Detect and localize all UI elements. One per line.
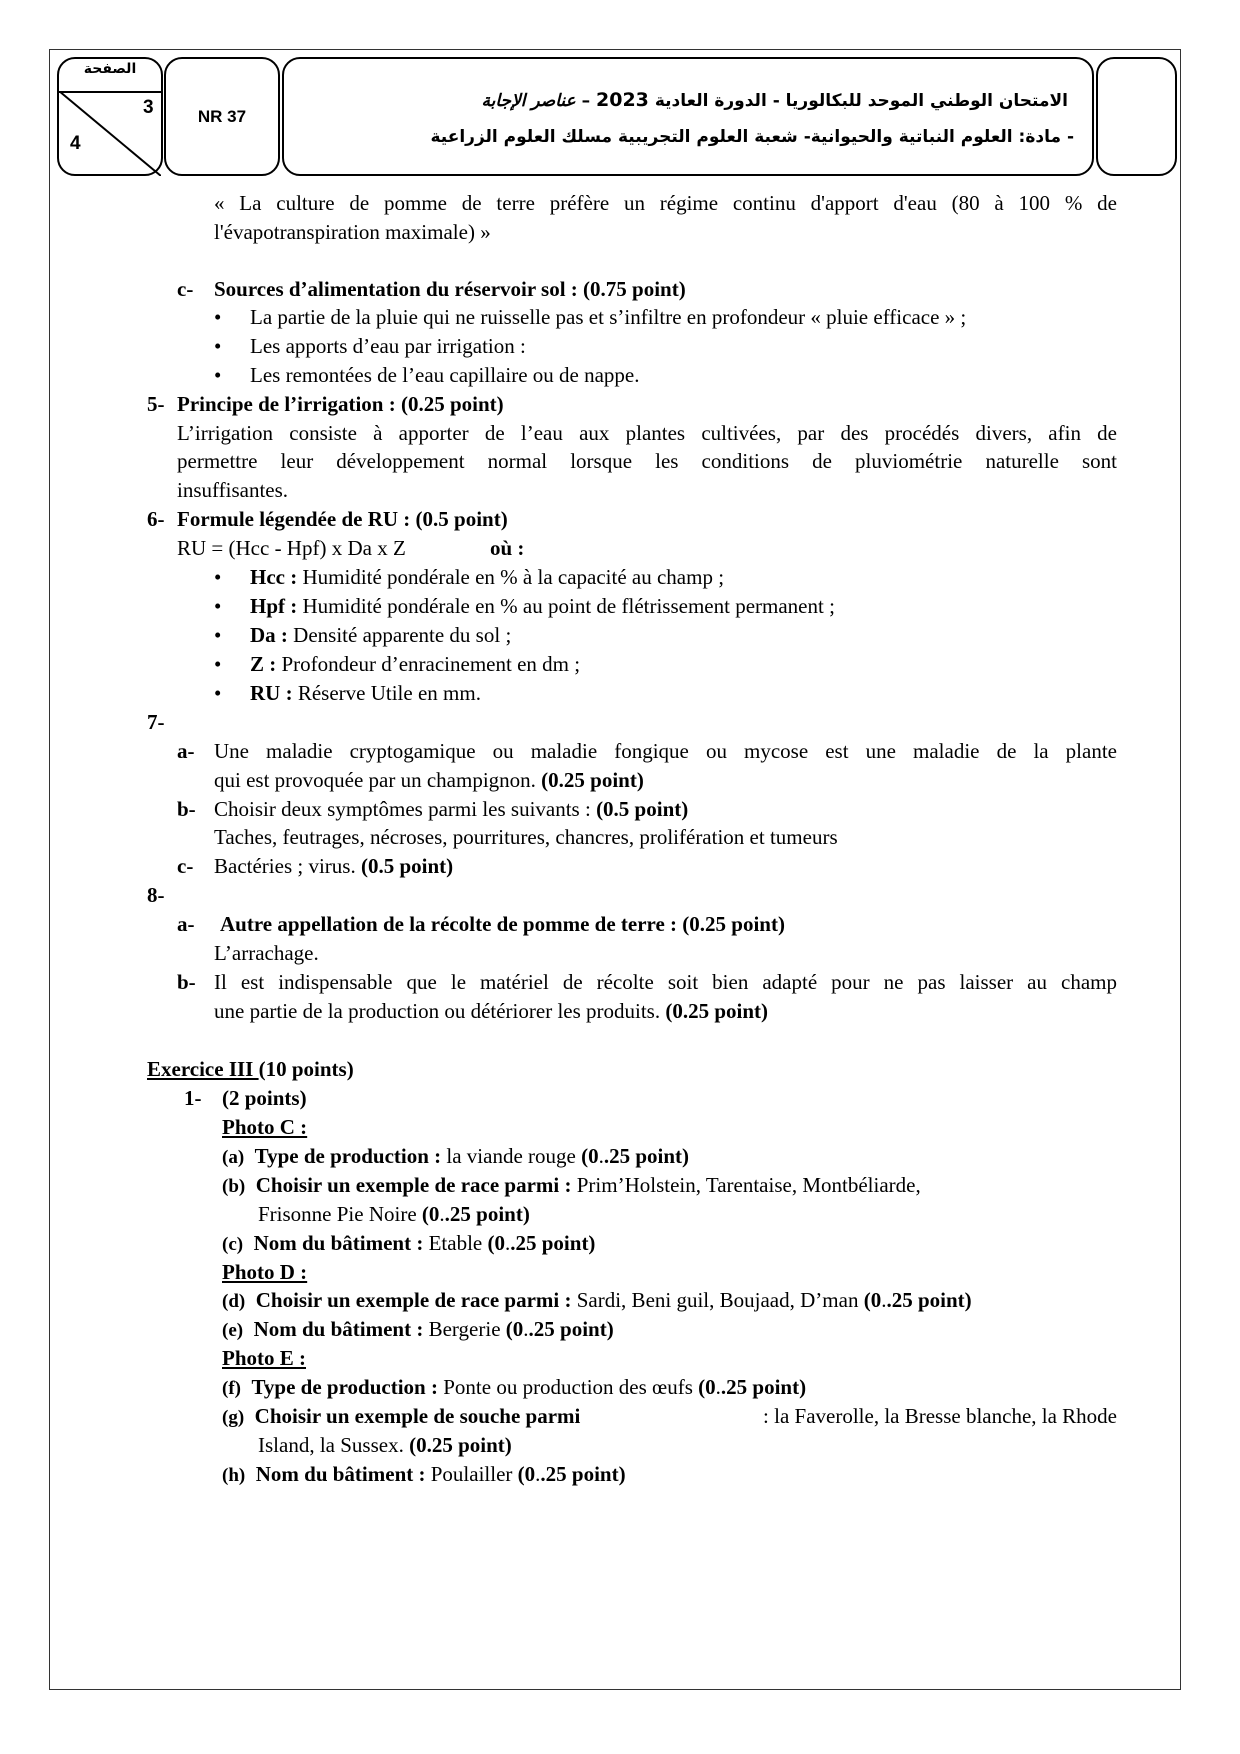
page-current: 3 [143, 97, 154, 118]
item-d: (d) Choisir un exemple de race parmi : Sardi, Beni guil, Boujaad, D’man (0..25 point) [222, 1288, 972, 1312]
q6-ou: où : [490, 536, 525, 560]
q7b-line2: Taches, feutrages, nécroses, pourritures, chancres, prolifération et tumeurs [214, 825, 838, 849]
item-f: (f) Type de production : Ponte ou production des œufs (0..25 point) [222, 1375, 807, 1399]
q8a-label: a- [177, 912, 195, 936]
item-b: (b) Choisir un exemple de race parmi : Prim’Holstein, Tarentaise, Montbéliarde, [222, 1173, 921, 1197]
photo-d-heading: Photo D : [222, 1260, 308, 1284]
q7b-label: b- [177, 797, 196, 821]
q4c-item-3: • Les remontées de l’eau capillaire ou de nappe. [250, 361, 639, 389]
photo-e-heading: Photo E : [222, 1346, 306, 1370]
q4c-item-1: • La partie de la pluie qui ne ruisselle pas et s’infiltre en profondeur « pluie efficace » ; [250, 303, 966, 331]
q7c-line: Bactéries ; virus. (0.5 point) [214, 854, 454, 878]
exam-title-text: الامتحان الوطني الموحد للبكالوريا - الدورة العادية [648, 91, 1068, 111]
item-a: (a) Type de production : la viande rouge (0..25 point) [222, 1144, 690, 1168]
exam-code-box [164, 57, 280, 176]
q7c-label: c- [177, 854, 194, 878]
q8b-line1: Il est indispensable que le matériel de récolte soit bien adapté pour ne pas laisser au champ [214, 970, 1117, 994]
photo-c-heading: Photo C : [222, 1115, 308, 1139]
ex3-q1-pts: (2 points) [222, 1086, 307, 1110]
item-c: (c) Nom du bâtiment : Etable (0..25 point) [222, 1231, 596, 1255]
q4c-label: c- [177, 277, 194, 301]
q7-num: 7- [147, 710, 165, 734]
q7a-label: a- [177, 739, 195, 763]
q5-title: Principe de l’irrigation : (0.25 point) [177, 392, 504, 416]
item-b-line2: Frisonne Pie Noire (0..25 point) [258, 1202, 530, 1226]
q7b-line1: Choisir deux symptômes parmi les suivants : (0.5 point) [214, 797, 689, 821]
q5-line3: insuffisantes. [177, 478, 289, 502]
q6-title: Formule légendée de RU : (0.5 point) [177, 507, 508, 531]
q6-item: • RU : Réserve Utile en mm. [250, 679, 481, 707]
q6-item: • Da : Densité apparente du sol ; [250, 621, 511, 649]
quote-line1: « La culture de pomme de terre préfère un régime continu d'apport d'eau (80 à 100 % de [214, 191, 1117, 215]
q6-item: • Hcc : Humidité pondérale en % à la capacité au champ ; [250, 563, 724, 591]
item-g: (g) Choisir un exemple de souche parmi : la Faverolle, la Bresse blanche, la Rhode [222, 1404, 1117, 1428]
q4c-item-2: • Les apports d’eau par irrigation : [250, 332, 526, 360]
item-h: (h) Nom du bâtiment : Poulailler (0..25 point) [222, 1462, 626, 1486]
answers-stamp: عناصر الإجابة [481, 91, 576, 111]
item-g-line2: Island, la Sussex. (0.25 point) [258, 1433, 512, 1457]
ex3-q1-num: 1- [184, 1086, 202, 1110]
q8-num: 8- [147, 883, 165, 907]
q7a-line1: Une maladie cryptogamique ou maladie fongique ou mycose est une maladie de la plante [214, 739, 1117, 763]
q8b-line2: une partie de la production ou détériorer les produits. (0.25 point) [214, 999, 769, 1023]
exam-year: 2023 [596, 89, 649, 111]
q5-line1: L’irrigation consiste à apporter de l’eau aux plantes cultivées, par des procédés divers, afin de [177, 421, 1117, 445]
exam-title-line1 [482, 89, 1068, 111]
exam-title-line2: - مادة: العلوم النباتية والحيوانية- شعبة العلوم التجريبية مسلك العلوم الزراعية [430, 127, 1074, 147]
page-number-box [57, 57, 163, 176]
item-e: (e) Nom du bâtiment : Bergerie (0..25 point) [222, 1317, 614, 1341]
q8a-answer: L’arrachage. [214, 941, 319, 965]
q5-num: 5- [147, 392, 165, 416]
q6-formula: RU = (Hcc - Hpf) x Da x Z [177, 536, 406, 560]
exam-title-box [282, 57, 1094, 176]
q6-num: 6- [147, 507, 165, 531]
quote-line2: l'évapotranspiration maximale) » [214, 220, 491, 244]
title-dash: – [575, 91, 597, 111]
q7a-line2: qui est provoquée par un champignon. (0.25 point) [214, 768, 644, 792]
page-label: الصفحة [83, 61, 137, 77]
page-total: 4 [70, 133, 81, 154]
q6-item: • Hpf : Humidité pondérale en % au point de flétrissement permanent ; [250, 592, 835, 620]
exam-code: NR 37 [197, 107, 247, 126]
q8a-title: Autre appellation de la récolte de pomme de terre : (0.25 point) [220, 912, 785, 936]
q5-line2: permettre leur développement normal lorsque les conditions de pluviométrie naturelle sont [177, 449, 1117, 473]
q4c-title: Sources d’alimentation du réservoir sol : (0.75 point) [214, 277, 686, 301]
blank-header-box [1096, 57, 1177, 176]
exercise-title: Exercice III (10 points) [147, 1057, 354, 1081]
q8b-label: b- [177, 970, 196, 994]
q6-item: • Z : Profondeur d’enracinement en dm ; [250, 650, 580, 678]
